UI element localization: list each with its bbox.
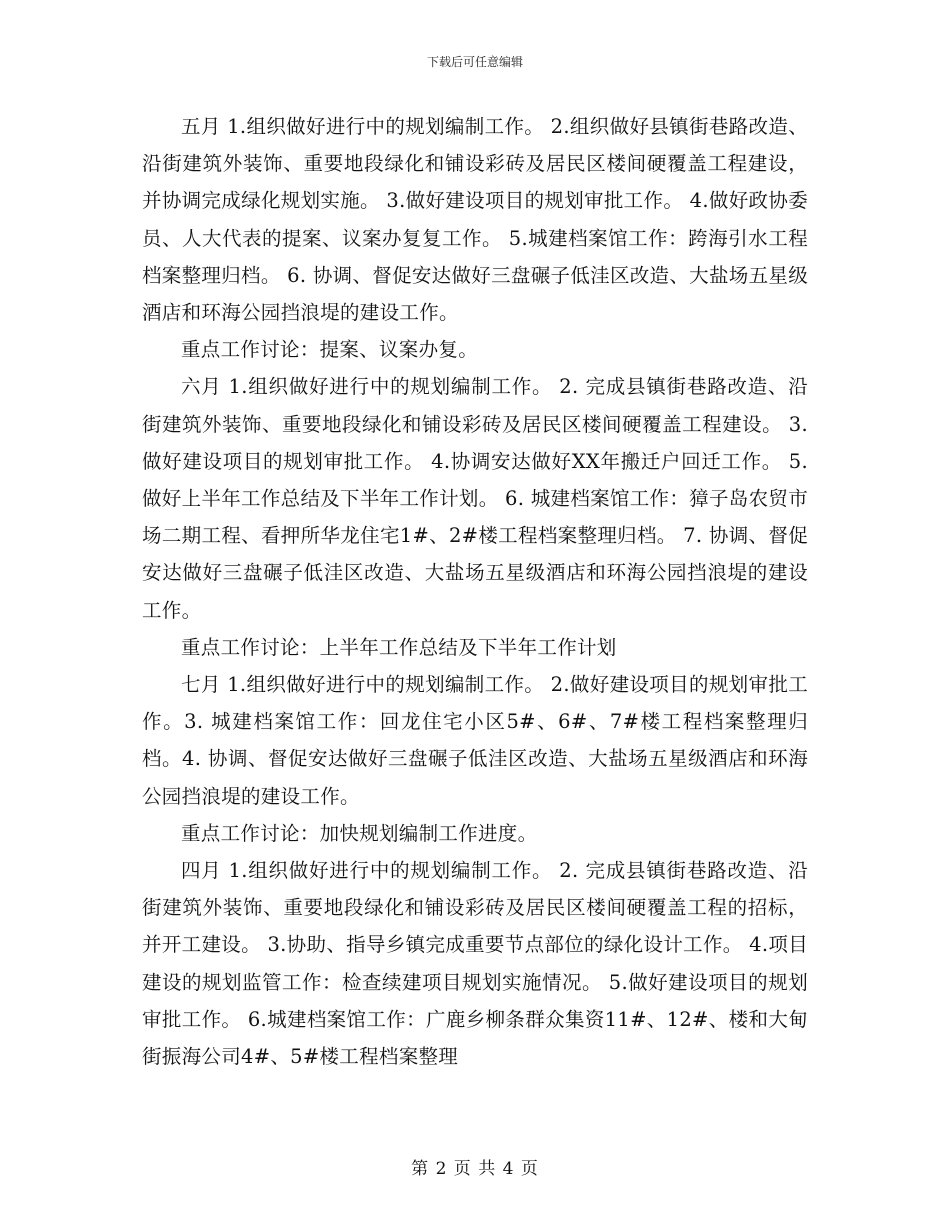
- paragraph-june-focus: 重点工作讨论：上半年工作总结及下半年工作计划: [181, 635, 617, 659]
- paragraph-july-focus: 重点工作讨论：加快规划编制工作进度。: [181, 821, 538, 845]
- page-header: 下载后可任意编辑: [426, 55, 523, 69]
- paragraph-may-plan: 五月 1.组织做好进行中的规划编制工作。 2.组织做好县镇街巷路改造、沿街建筑外装饰、重要地段绿化和铺设彩砖及居民区楼间硬覆盖工程建设，并协调完成绿化规划实施。 3.做好建设项目的规划审批工作。 4.做好政协委员、人大代表的提案、议案办复复工作。 5.城建档案馆工作：跨海引水工程档案整理归档。 6. 协调、督促安达做好三盘碾子低洼区改造、大盐场五星级酒店和环海公园挡浪堤的建设工作。: [142, 115, 808, 325]
- paragraph-june-plan: 六月 1.组织做好进行中的规划编制工作。 2. 完成县镇街巷路改造、沿街建筑外装饰、重要地段绿化和铺设彩砖及居民区楼间硬覆盖工程建设。 3.做好建设项目的规划审批工作。 4.协调安达做好XX年搬迁户回迁工作。 5.做好上半年工作总结及下半年工作计划。 6. 城建档案馆工作：獐子岛农贸市场二期工程、看押所华龙住宅1#、2#楼工程档案整理归档。 7. 协调、督促安达做好三盘碾子低洼区改造、大盐场五星级酒店和环海公园挡浪堤的建设工作。: [142, 375, 808, 622]
- paragraph-april-plan: 四月 1.组织做好进行中的规划编制工作。 2. 完成县镇街巷路改造、沿街建筑外装饰、重要地段绿化和铺设彩砖及居民区楼间硬覆盖工程的招标，并开工建设。 3.协助、指导乡镇完成重要节点部位的绿化设计工作。 4.项目建设的规划监管工作：检查续建项目规划实施情况。 5.做好建设项目的规划审批工作。 6.城建档案馆工作：广鹿乡柳条群众集资11#、12#、楼和大甸街振海公司4#、5#楼工程档案整理: [142, 859, 808, 1069]
- document-body: [142, 108, 808, 1075]
- paragraph-july-plan: 七月 1.组织做好进行中的规划编制工作。 2.做好建设项目的规划审批工作。3. 城建档案馆工作：回龙住宅小区5#、6#、7#楼工程档案整理归档。4. 协调、督促安达做好三盘碾子低洼区改造、大盐场五星级酒店和环海公园挡浪堤的建设工作。: [142, 673, 808, 808]
- paragraph-may-focus: 重点工作讨论：提案、议案办复。: [181, 338, 479, 362]
- page-number: 第 2 页 共 4 页: [411, 1159, 539, 1179]
